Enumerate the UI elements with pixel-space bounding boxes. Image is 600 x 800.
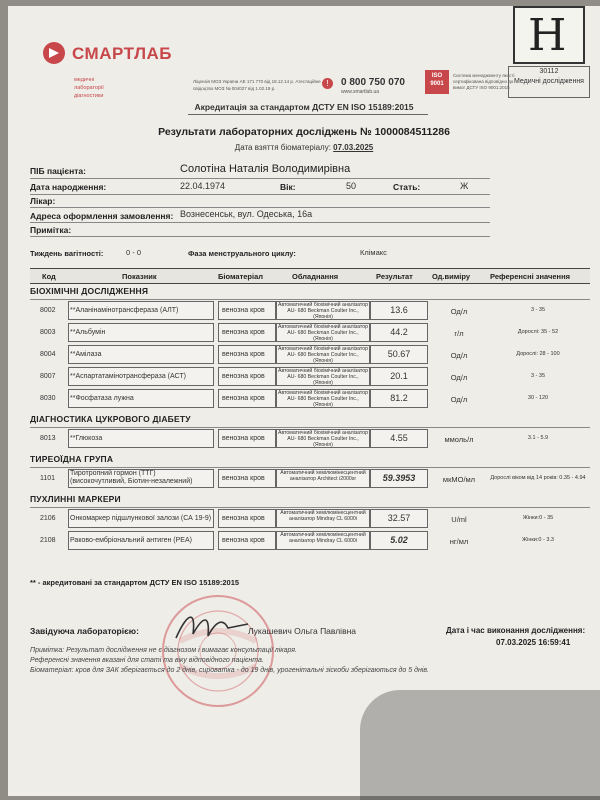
date-taken bbox=[8, 143, 600, 152]
table-row bbox=[30, 367, 590, 387]
test-name: Тиротропний гормон (ТТГ) (високочутливий, Біотин-незалежний) bbox=[70, 470, 193, 485]
brand-name: СМАРТЛАБ bbox=[72, 44, 172, 63]
results-table-header bbox=[30, 268, 590, 284]
test-name: **Глюкоза bbox=[70, 435, 103, 442]
equipment: Автоматичний біохімічний аналізатор AU- 680 Beckman Coulter Inc., (Японія) bbox=[278, 390, 368, 408]
completion-datetime: 07.03.2025 16:59:41 bbox=[496, 638, 571, 647]
test-name: **Альбумін bbox=[70, 329, 106, 336]
phone-icon: ! bbox=[322, 78, 333, 89]
biomaterial: венозна кров bbox=[222, 307, 265, 314]
cycle-value: Клімакс bbox=[360, 248, 387, 257]
test-name: **Аспартатамінотрансфераза (АСТ) bbox=[70, 373, 186, 380]
sex-value: Ж bbox=[460, 181, 469, 191]
address-label: Адреса оформлення замовлення: bbox=[30, 211, 174, 221]
license-info: Ліцензія МОЗ України АЕ 171 770 від 18.12.14 р. Атестаційне свідоцтво МОЗ № 004027 від 1.02.19 р. bbox=[193, 79, 321, 91]
test-code: 8030 bbox=[40, 395, 56, 402]
biomaterial: венозна кров bbox=[222, 537, 265, 544]
hotline-phone: 0 800 750 070 bbox=[341, 77, 405, 88]
biomaterial: венозна кров bbox=[222, 515, 265, 522]
reference-range: 3.1 - 5.9 bbox=[527, 435, 549, 441]
divider bbox=[30, 207, 490, 208]
report-title: Результати лабораторних досліджень № 1000084511286 bbox=[158, 126, 450, 138]
table-row bbox=[30, 531, 590, 551]
accreditation: Акредитація за стандартом ДСТУ EN ISO 15189:2015 bbox=[194, 102, 414, 112]
iso-badge: ISO 9001 bbox=[425, 70, 449, 94]
col-result: Результат bbox=[376, 272, 413, 281]
test-code: 8013 bbox=[40, 435, 56, 442]
table-row bbox=[30, 389, 590, 409]
note-line: Біоматеріал: кров для ЗАК зберігається до 2 днів, сироватка - до 19 днів, урогенітальні зіскоби зберігаються до 5 днів. bbox=[30, 667, 429, 674]
hospital-name: Медичні дослідження bbox=[514, 78, 584, 85]
section-title: ДІАГНОСТИКА ЦУКРОВОГО ДІАБЕТУ bbox=[30, 414, 191, 424]
section-title: ПУХЛИННІ МАРКЕРИ bbox=[30, 494, 121, 504]
reference-range: Жінки:0 - 35 bbox=[522, 515, 554, 521]
reference-range: 3 - 35 bbox=[530, 307, 546, 313]
table-row bbox=[30, 323, 590, 343]
test-result: 4.55 bbox=[390, 433, 408, 443]
pregnancy-value: 0 - 0 bbox=[126, 248, 142, 257]
brand-subtitle: медичні лабораторії діагностики bbox=[74, 77, 104, 99]
equipment: Автоматичний біохімічний аналізатор AU- 680 Beckman Coulter Inc., (Японія) bbox=[278, 430, 368, 448]
notes bbox=[30, 646, 550, 676]
table-row bbox=[30, 469, 590, 489]
equipment: Автоматичний біохімічний аналізатор AU- 680 Beckman Coulter Inc., (Японія) bbox=[278, 324, 368, 342]
unit: Од/л bbox=[450, 395, 468, 404]
date-taken-label: Дата взяття біоматеріалу: bbox=[234, 143, 331, 152]
divider bbox=[30, 427, 590, 428]
accreditation-footnote: ** - акредитовані за стандартом ДСТУ EN ISO 15189:2015 bbox=[30, 578, 240, 587]
col-equipment: Обладнання bbox=[292, 272, 339, 281]
test-code: 2106 bbox=[40, 515, 56, 522]
iso-text: Система менеджменту якості сертифікована відповідно до вимог ДСТУ ISO 9001:2015 bbox=[453, 73, 515, 90]
equipment: Автоматичний хемілюмінесцентний аналізатор Mindray CL 6000i bbox=[280, 532, 366, 544]
divider bbox=[188, 114, 428, 115]
doctor-label: Лікар: bbox=[30, 196, 56, 206]
dob-label: Дата народження: bbox=[30, 182, 107, 192]
test-code: 1101 bbox=[40, 475, 56, 482]
test-code: 8007 bbox=[40, 373, 56, 380]
test-name: **Фосфатаза лужна bbox=[70, 395, 134, 402]
equipment: Автоматичний біохімічний аналізатор AU- 680 Beckman Coulter Inc., (Японія) bbox=[278, 346, 368, 364]
dob-value: 22.04.1974 bbox=[180, 181, 226, 191]
address-value: Вознесенськ, вул. Одеська, 16а bbox=[180, 209, 313, 219]
divider bbox=[30, 467, 590, 468]
test-name: **Аланінамінотрансфераза (АЛТ) bbox=[70, 307, 179, 314]
lab-report-sheet bbox=[8, 6, 600, 796]
corner-stamp-letter: Н bbox=[528, 10, 567, 61]
test-code: 2108 bbox=[40, 537, 56, 544]
col-unit: Од.виміру bbox=[432, 272, 470, 281]
unit: Од/л bbox=[450, 373, 468, 382]
reference-range: Дорослі: 35 - 52 bbox=[517, 329, 559, 335]
divider bbox=[30, 178, 490, 179]
divider bbox=[30, 236, 490, 237]
unit: U/ml bbox=[451, 515, 467, 524]
divider bbox=[30, 299, 590, 300]
completion-label: Дата і час виконання дослідження: bbox=[446, 626, 586, 635]
test-result: 5.02 bbox=[390, 535, 408, 545]
test-name: Онкомаркер підшлункової залози (СА 19-9) bbox=[70, 515, 212, 522]
col-reference: Референсні значення bbox=[490, 272, 570, 281]
reference-range: Дорослі: 28 - 100 bbox=[516, 351, 560, 357]
section-title: ТИРЕОЇДНА ГРУПА bbox=[30, 454, 114, 464]
test-result: 20.1 bbox=[390, 371, 408, 381]
unit: мкМО/мл bbox=[442, 475, 476, 484]
table-row bbox=[30, 301, 590, 321]
divider bbox=[30, 194, 490, 195]
head-of-lab-name: Лукашевич Ольга Павлівна bbox=[248, 626, 357, 636]
hospital-code: 30112 bbox=[539, 68, 559, 75]
biomaterial: венозна кров bbox=[222, 351, 265, 358]
unit: нг/мл bbox=[449, 537, 469, 546]
biomaterial: венозна кров bbox=[222, 435, 265, 442]
cycle-label: Фаза менструального циклу: bbox=[188, 249, 296, 258]
equipment: Автоматичний біохімічний аналізатор AU- 680 Beckman Coulter Inc., (Японія) bbox=[278, 368, 368, 386]
sex-label: Стать: bbox=[393, 182, 421, 192]
biomaterial: венозна кров bbox=[222, 475, 265, 482]
test-result: 50.67 bbox=[387, 349, 411, 359]
biomaterial: венозна кров bbox=[222, 373, 265, 380]
unit: г/л bbox=[454, 329, 464, 338]
test-result: 81.2 bbox=[390, 393, 408, 403]
patient-name-label: ПІБ пацієнта: bbox=[30, 166, 86, 176]
reference-range: Жінки:0 - 3.3 bbox=[522, 537, 554, 543]
test-name: Раково-ембріональний антиген (РЕА) bbox=[70, 537, 192, 544]
note-line: Примітка: Результат дослідження не є діагнозом і вимагає консультації лікаря. bbox=[30, 647, 297, 654]
equipment: Автоматичний хемілюмінесцентний аналізатор Architect i2000sr bbox=[280, 470, 366, 482]
unit: Од/л bbox=[450, 351, 468, 360]
table-row bbox=[30, 345, 590, 365]
equipment: Автоматичний хемілюмінесцентний аналізатор Mindray CL 6000i bbox=[280, 510, 366, 522]
signature-icon bbox=[168, 606, 258, 646]
test-code: 8002 bbox=[40, 307, 56, 314]
table-row bbox=[30, 429, 590, 449]
pregnancy-label: Тиждень вагітності: bbox=[30, 249, 104, 258]
photo-shadow bbox=[360, 690, 600, 800]
age-value: 50 bbox=[346, 181, 357, 191]
patient-name: Солотіна Наталія Володимирівна bbox=[180, 163, 351, 175]
test-result: 44.2 bbox=[390, 327, 408, 337]
smartlab-logo-icon bbox=[42, 41, 66, 65]
note-line: Референсні значення вказані для статі та віку відповідного пацієнта. bbox=[30, 657, 264, 664]
reference-range: 30 - 120 bbox=[527, 395, 549, 401]
note-label: Примітка: bbox=[30, 225, 72, 235]
test-code: 8003 bbox=[40, 329, 56, 336]
reference-range: 3 - 35 bbox=[530, 373, 546, 379]
col-biomaterial: Біоматеріал bbox=[218, 272, 264, 281]
test-name: **Амілаза bbox=[70, 351, 102, 358]
age-label: Вік: bbox=[280, 182, 296, 192]
test-code: 8004 bbox=[40, 351, 56, 358]
section-title: БІОХІМІЧНІ ДОСЛІДЖЕННЯ bbox=[30, 286, 149, 296]
table-row bbox=[30, 509, 590, 529]
test-result: 59.3953 bbox=[382, 473, 416, 483]
unit: Од/л bbox=[450, 307, 468, 316]
date-taken-value: 07.03.2025 bbox=[333, 143, 374, 152]
biomaterial: венозна кров bbox=[222, 329, 265, 336]
divider bbox=[30, 507, 590, 508]
website: www.smartlab.ua bbox=[341, 89, 380, 95]
test-result: 13.6 bbox=[390, 305, 408, 315]
reference-range: Дорослі віком від 14 років: 0.35 - 4.94 bbox=[490, 475, 586, 481]
biomaterial: венозна кров bbox=[222, 395, 265, 402]
divider bbox=[30, 222, 490, 223]
head-of-lab-label: Завідуюча лабораторією: bbox=[30, 626, 139, 636]
col-indicator: Показник bbox=[122, 272, 157, 281]
equipment: Автоматичний біохімічний аналізатор AU- 680 Beckman Coulter Inc., (Японія) bbox=[278, 302, 368, 320]
unit: ммоль/л bbox=[444, 435, 474, 444]
col-code: Код bbox=[42, 272, 56, 281]
test-result: 32.57 bbox=[387, 513, 411, 523]
